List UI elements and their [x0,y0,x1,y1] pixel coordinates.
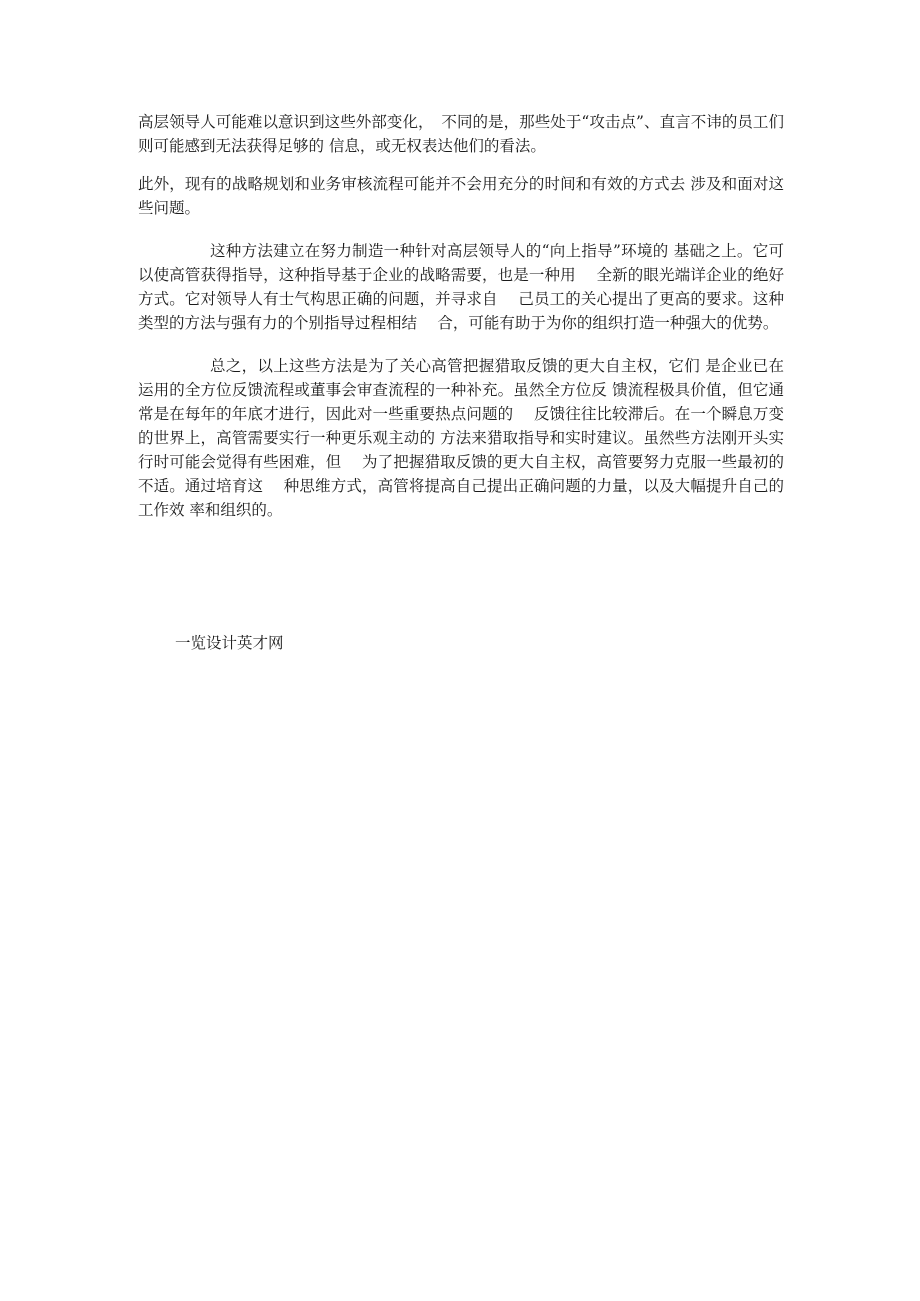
paragraph-spacer [138,335,784,354]
paragraph-3: 这种方法建立在努力制造一种针对高层领导人的“向上指导”环境的 基础之上。它可以使高管获得指导，这种指导基于企业的战略需要，也是一种用 全新的眼光端详企业的绝好方式。它对领导人有士气构思正确的问题，并寻求自 己员工的关心提出了更高的要求。这种类型的方法与强有力的个别指导过程相结 合，可能有助于为你的组织打造一种强大的优势。 [138,242,784,332]
paragraph-2: 此外，现有的战略规划和业务审核流程可能并不会用充分的时间和有效的方式去 涉及和面对这些问题。 [138,175,784,217]
paragraph-spacer [138,158,784,172]
paragraph-spacer [138,220,784,239]
paragraph-4: 总之，以上这些方法是为了关心高管把握猎取反馈的更大自主权，它们 是企业已在运用的全方位反馈流程或董事会审查流程的一种补充。虽然全方位反 馈流程极具价值，但它通常是在每年的年底才进行，因此对一些重要热点问题的 反馈往往比较滞后。在一个瞬息万变的世界上，高管需要实行一种更乐观主动的 方法来猎取指导和实时建议。虽然些方法刚开头实行时可能会觉得有些困难，但 为了把握猎取反馈的更大自主权，高管要努力克服一些最初的不适。通过培育这 种思维方式，高管将提高自己提出正确问题的力量，以及大幅提升自己的工作效 率和组织的。 [138,357,784,519]
paragraph-1: 高层领导人可能难以意识到这些外部变化， 不同的是，那些处于“攻击点”、直言不讳的员工们则可能感到无法获得足够的 信息，或无权表达他们的看法。 [138,113,784,155]
document-body [138,110,784,522]
footer-text: 一览设计英才网 [175,634,284,652]
